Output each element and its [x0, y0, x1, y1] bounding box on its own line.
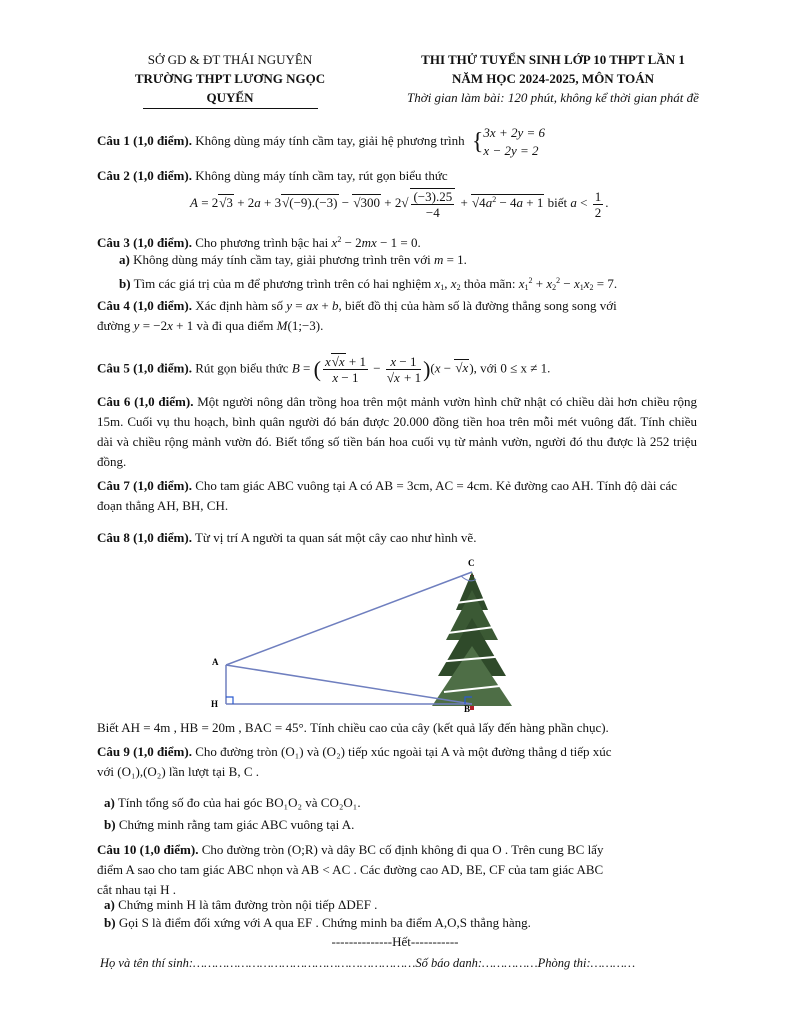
- q5-text: Rút gọn biểu thức: [195, 360, 289, 376]
- q6-label: Câu 6 (1,0 điểm).: [97, 394, 194, 409]
- q3-text: Cho phương trình bậc hai: [195, 235, 329, 250]
- label-b: B: [464, 704, 471, 714]
- q10-part-a: [104, 896, 694, 914]
- q3-part-b: b) Tìm các giá trị của m để phương trình trên có hai nghiệm $x_1$, $x_2$ thỏa mãn: $x_1^2 + x_2^2 - x_1x_2 = 7$.: [119, 276, 618, 292]
- q2-given: biết: [547, 194, 568, 210]
- question-2: [97, 166, 697, 186]
- q10-label: Câu 10 (1,0 điểm).: [97, 842, 199, 857]
- q3-part-a: a) Không dùng máy tính cầm tay, giải phương trình trên với m = 1.: [119, 252, 467, 267]
- q9-part-b: [104, 814, 694, 836]
- line-ab: [226, 665, 472, 704]
- question-8: [97, 528, 697, 548]
- q4-text: Xác định hàm số: [195, 298, 283, 313]
- q10-text2: điểm A sao cho tam giác ABC nhọn và AB < AC . Các đường cao AD, BE, CF của tam giác ABC: [97, 862, 604, 877]
- candidate-info: Họ và tên thí sinh:……………………………………………………Số báo danh:……………Phòng thi:…………: [100, 956, 636, 970]
- q10a-label: a): [104, 897, 115, 912]
- q9b-label: b): [104, 817, 116, 832]
- label-h: H: [211, 699, 219, 709]
- question-3: Câu 3 (1,0 điểm). Cho phương trình bậc hai $x^2 - 2mx - 1 = 0$.: [97, 235, 421, 250]
- q1-eq1: 3x + 2y = 6: [483, 125, 546, 140]
- exam-title: THI THỬ TUYỂN SINH LỚP 10 THPT LẦN 1: [421, 52, 685, 67]
- q3-label: Câu 3 (1,0 điểm).: [97, 235, 192, 250]
- q9-text2: với (O₁),(O₂) lần lượt tại B, C .: [97, 764, 260, 779]
- q10b-text: Gọi S là điểm đối xứng với A qua EF . Chứng minh ba điểm A,O,S thẳng hàng.: [118, 915, 531, 930]
- header-right: [378, 50, 728, 107]
- question-1: [97, 124, 697, 160]
- line-ac: [226, 572, 472, 665]
- q7-label: Câu 7 (1,0 điểm).: [97, 478, 192, 493]
- q2-expression: A = 2√3 + 2a + 3√(−9).(−3) − √300 + 2√ $\frac{(-3).25}{-4}$ + $√4a^2 - 4a + 1$ biết a < $\frac{1}{2}$ .: [190, 188, 609, 220]
- right-angle-h: [226, 697, 233, 704]
- q4-text2: , biết đồ thị của hàm số là đường thẳng song song với: [338, 298, 617, 313]
- question-9: [97, 742, 697, 782]
- school-name: TRƯỜNG THPT LƯƠNG NGỌC QUYẾN: [134, 71, 326, 105]
- q2-text: Không dùng máy tính cầm tay, rút gọn biểu thức: [195, 168, 448, 183]
- q10b-label: b): [104, 915, 116, 930]
- label-a: A: [212, 657, 219, 667]
- q5-label: Câu 5 (1,0 điểm).: [97, 360, 192, 376]
- q1-eq2: x − 2y = 2: [483, 143, 539, 158]
- year-subject: NĂM HỌC 2024-2025, MÔN TOÁN: [451, 71, 655, 86]
- q5-condition: , với 0 ≤ x ≠ 1.: [473, 360, 551, 376]
- q10-part-b: [104, 914, 694, 932]
- q8-text: Từ vị trí A người ta quan sát một cây cao như hình vẽ.: [194, 530, 477, 545]
- q4-label: Câu 4 (1,0 điểm).: [97, 298, 192, 313]
- q3b-text: Tìm các giá trị của m để phương trình trên có hai nghiệm: [133, 276, 432, 291]
- q10-text: Cho đường tròn (O;R) và dây BC cố định không đi qua O . Trên cung BC lấy: [201, 842, 604, 857]
- q10-text3: cắt nhau tại H .: [97, 882, 177, 897]
- q4-text4: và đi qua điểm: [196, 318, 274, 333]
- q3a-label: a): [119, 252, 130, 267]
- q1-text: Không dùng máy tính cầm tay, giải hệ phương trình: [195, 132, 465, 148]
- q9-part-a: [104, 792, 694, 814]
- q4-text3: đường: [97, 318, 131, 333]
- question-10: [97, 840, 697, 900]
- department: SỞ GD & ĐT THÁI NGUYÊN: [147, 52, 313, 67]
- end-marker: --------------Hết-----------: [331, 934, 459, 949]
- q7-text: Cho tam giác ABC vuông tại A có AB = 3cm, AC = 4cm. Kẻ đường cao AH. Tính độ dài các đoạn thẳng AH, BH, CH.: [97, 478, 678, 513]
- q9a-label: a): [104, 795, 115, 810]
- time-note: Thời gian làm bài: 120 phút, không kể thời gian phát đề: [407, 90, 699, 105]
- q2-label: Câu 2 (1,0 điểm).: [97, 168, 192, 183]
- question-4: Câu 4 (1,0 điểm). Xác định hàm số y = ax + b, biết đồ thị của hàm số là đường thẳng song song với đường y = −2x + 1 và đi qua điểm M(1;−3).: [97, 298, 617, 333]
- q9-label: Câu 9 (1,0 điểm).: [97, 744, 192, 759]
- q3a-text: Không dùng máy tính cầm tay, giải phương trình trên với: [133, 252, 431, 267]
- q10a-text: Chứng minh H là tâm đường tròn nội tiếp ΔDEF .: [118, 897, 378, 912]
- q10-parts: [104, 896, 694, 932]
- question-7: [97, 476, 697, 516]
- q9b-text: Chứng minh rằng tam giác ABC vuông tại A.: [118, 817, 355, 832]
- question-6: [97, 392, 697, 472]
- q6-text: Một người nông dân trồng hoa trên một mảnh vườn hình chữ nhật có chiều dài hơn chiều rộng 15m. Cuối vụ thu hoạch, bình quân người đó bán được 20.000 đồng tiền hoa trên mỗi mét vuông đất. Tính chiều dài và chiều rộng mảnh vườn đó. Biết tổng số tiền bán hoa cuối vụ từ mảnh vườn, người đó thu được là 252 triệu đồng.: [97, 394, 698, 469]
- q8-given: Biết AH = 4m , HB = 20m , BAC = 45°. Tính chiều cao của cây (kết quả lấy đến hàng phần chục).: [97, 720, 609, 735]
- q1-system: [483, 124, 545, 160]
- q8-label: Câu 8 (1,0 điểm).: [97, 530, 192, 545]
- q1-brace: {: [471, 129, 484, 155]
- q3b-text2: thỏa mãn:: [463, 276, 516, 291]
- tree-figure: [200, 552, 520, 716]
- q9a-text: Tính tổng số đo của hai góc BO₁O₂ và CO₂O₁.: [117, 795, 361, 810]
- label-c: C: [468, 558, 475, 568]
- question-5: Câu 5 (1,0 điểm). Rút gọn biểu thức B = ( $\frac{x√x + 1}{x - 1}$ − $\frac{x - 1}{√x + 1}$ )(x − √x), với 0 ≤ x ≠ 1.: [97, 354, 551, 385]
- q3b-label: b): [119, 276, 131, 291]
- header-divider: [143, 108, 318, 109]
- q1-label: Câu 1 (1,0 điểm).: [97, 132, 192, 148]
- header-left: [110, 50, 350, 109]
- q9-parts: [104, 792, 694, 836]
- q9-text: Cho đường tròn (O₁) và (O₂) tiếp xúc ngoài tại A và một đường thẳng d tiếp xúc: [195, 744, 612, 759]
